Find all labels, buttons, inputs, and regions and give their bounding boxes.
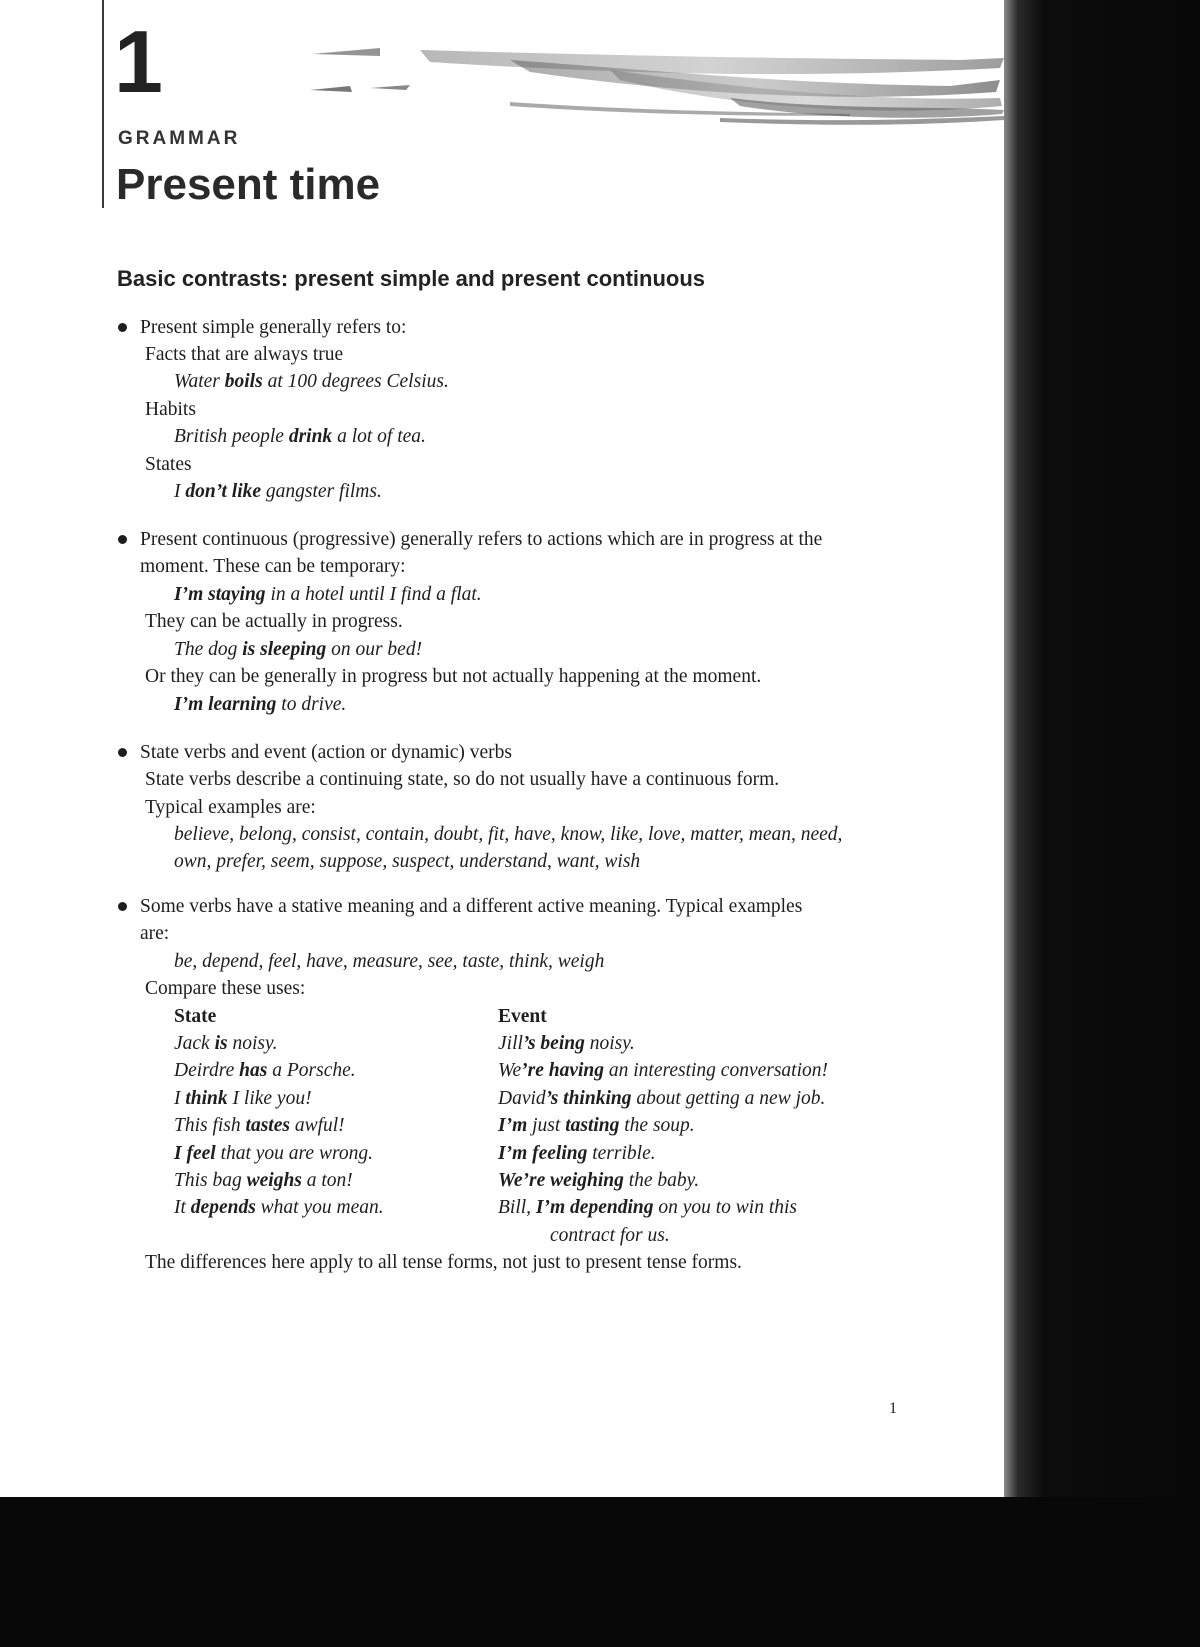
state-example: I feel that you are wrong. bbox=[174, 1143, 373, 1164]
state-example: This fish tastes awful! bbox=[174, 1115, 345, 1136]
state-example: Deirdre has a Porsche. bbox=[174, 1060, 356, 1081]
closing-note: The differences here apply to all tense forms, not just to present tense forms. bbox=[145, 1252, 742, 1273]
decorative-swoosh-graphic bbox=[310, 40, 1004, 140]
section-label: GRAMMAR bbox=[118, 128, 241, 149]
bullet-point bbox=[118, 535, 127, 544]
event-example: Bill, I’m depending on you to win this bbox=[498, 1197, 798, 1218]
bullet-point bbox=[118, 323, 127, 332]
bullet-text: are: bbox=[140, 923, 170, 944]
state-example: Jack is noisy. bbox=[174, 1033, 278, 1054]
state-example: This bag weighs a ton! bbox=[174, 1170, 353, 1191]
example-sentence: British people drink a lot of tea. bbox=[174, 426, 426, 447]
category-label: Habits bbox=[145, 399, 196, 420]
example-sentence: I’m staying in a hotel until I find a flat. bbox=[174, 584, 482, 605]
verb-list: believe, belong, consist, contain, doubt, fit, have, know, like, love, matter, mean, need, bbox=[174, 824, 843, 845]
chapter-rule bbox=[102, 0, 104, 208]
page-number: 1 bbox=[889, 1400, 897, 1417]
page-title: Present time bbox=[116, 160, 381, 209]
event-example: David’s thinking about getting a new job. bbox=[498, 1088, 826, 1109]
category-label: States bbox=[145, 454, 192, 475]
bullet-text: Some verbs have a stative meaning and a different active meaning. Typical examples bbox=[140, 896, 803, 917]
section-heading: Basic contrasts: present simple and present continuous bbox=[117, 266, 706, 291]
bullet-text: moment. These can be temporary: bbox=[140, 556, 406, 577]
category-label: Facts that are always true bbox=[145, 344, 344, 365]
verb-list: be, depend, feel, have, measure, see, taste, think, weigh bbox=[174, 951, 605, 972]
example-sentence: I don’t like gangster films. bbox=[174, 481, 382, 502]
example-sentence: I’m learning to drive. bbox=[174, 694, 347, 715]
verb-list: own, prefer, seem, suppose, suspect, understand, want, wish bbox=[174, 851, 641, 872]
event-example: I’m just tasting the soup. bbox=[498, 1115, 695, 1136]
event-example: We’re having an interesting conversation! bbox=[498, 1060, 829, 1081]
body-text: Typical examples are: bbox=[145, 797, 316, 818]
chapter-number: 1 bbox=[114, 12, 163, 111]
event-example: Jill’s being noisy. bbox=[498, 1033, 635, 1054]
state-example: I think I like you! bbox=[174, 1088, 312, 1109]
scan-shadow-right bbox=[1004, 0, 1200, 1647]
event-column-header: Event bbox=[498, 1006, 547, 1027]
bullet-text: Present simple generally refers to: bbox=[140, 317, 407, 338]
example-sentence: Water boils at 100 degrees Celsius. bbox=[174, 371, 449, 392]
body-text: State verbs describe a continuing state, so do not usually have a continuous form. bbox=[145, 769, 780, 790]
state-example: It depends what you mean. bbox=[174, 1197, 384, 1218]
event-example: I’m feeling terrible. bbox=[498, 1143, 656, 1164]
state-column-header: State bbox=[174, 1006, 217, 1027]
body-text: Compare these uses: bbox=[145, 978, 306, 999]
event-example: We’re weighing the baby. bbox=[498, 1170, 700, 1191]
bullet-text: State verbs and event (action or dynamic) verbs bbox=[140, 742, 512, 763]
bullet-text: Present continuous (progressive) generally refers to actions which are in progress at the bbox=[140, 529, 823, 550]
example-sentence: The dog is sleeping on our bed! bbox=[174, 639, 423, 660]
body-text: They can be actually in progress. bbox=[145, 611, 403, 632]
event-example-continuation: contract for us. bbox=[550, 1225, 670, 1246]
bullet-point bbox=[118, 902, 127, 911]
bullet-point bbox=[118, 748, 127, 757]
body-text: Or they can be generally in progress but not actually happening at the moment. bbox=[145, 666, 762, 687]
scan-shadow-bottom bbox=[0, 1497, 1200, 1647]
